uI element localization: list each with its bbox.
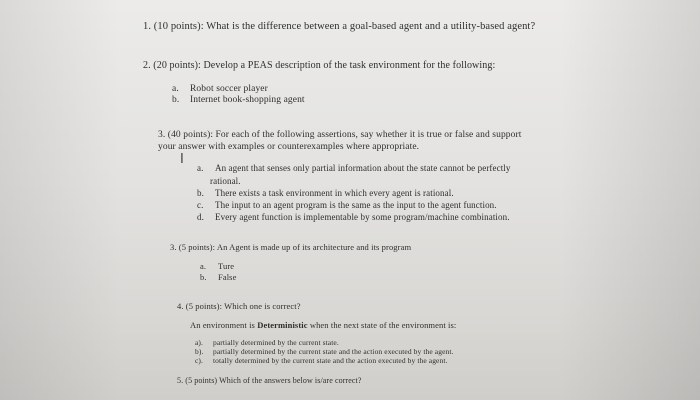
- item-label: b.: [172, 95, 180, 105]
- question-2-item-b: [172, 95, 305, 105]
- question-agent-architecture: 3. (5 points): An Agent is made up of its architecture and its program: [170, 242, 412, 252]
- option-text: Ture: [218, 261, 235, 271]
- question-4-option-a: [195, 338, 339, 347]
- page-shadow-left: [0, 0, 120, 400]
- option-label: b).: [195, 347, 204, 356]
- item-label: a.: [197, 163, 204, 173]
- item-text: The input to an agent program is the same as the input to the agent function.: [215, 200, 497, 210]
- question-4: 4. (5 points): Which one is correct?: [177, 301, 301, 311]
- question-2: 2. (20 points): Develop a PEAS description of the task environment for the following:: [143, 60, 496, 71]
- question-3-item-a-continued: rational.: [210, 176, 241, 186]
- question-3-line-1: 3. (40 points): For each of the following assertions, say whether it is true or false and support: [158, 130, 522, 140]
- item-text: Internet book-shopping agent: [190, 95, 305, 105]
- question-3-item-b: [197, 188, 454, 198]
- statement-keyword: Deterministic: [257, 320, 308, 330]
- item-text: Robot soccer player: [190, 84, 268, 94]
- statement-start: An environment is: [190, 320, 258, 330]
- question-2-item-a: [172, 84, 268, 94]
- option-label: b.: [200, 272, 207, 282]
- question-4-statement: [190, 320, 456, 330]
- question-4-option-c: [195, 356, 448, 365]
- question-3-line-2: your answer with examples or counterexamples where appropriate.: [158, 142, 420, 152]
- question-1: 1. (10 points): What is the difference between a goal-based agent and a utility-based agent?: [143, 21, 536, 32]
- option-label: c).: [195, 356, 204, 365]
- question-3-item-c: [197, 200, 497, 210]
- item-label: c.: [197, 200, 204, 210]
- page-shadow-right: [560, 0, 700, 400]
- item-text: Every agent function is implementable by some program/machine combination.: [215, 212, 510, 222]
- item-text: There exists a task environment in which every agent is rational.: [215, 188, 454, 198]
- question-5: 5. (5 points) Which of the answers below is/are correct?: [177, 376, 362, 385]
- option-b: [200, 272, 236, 282]
- option-label: a.: [200, 261, 207, 271]
- option-a: [200, 261, 234, 271]
- item-label: b.: [197, 188, 204, 198]
- item-label: a.: [172, 84, 179, 94]
- option-text: totally determined by the current state and the action executed by the agent.: [213, 356, 448, 365]
- item-label: d.: [197, 212, 204, 222]
- option-text: False: [218, 272, 237, 282]
- option-text: partially determined by the current state and the action executed by the agent.: [213, 347, 454, 356]
- option-label: a).: [195, 338, 204, 347]
- option-text: partially determined by the current state.: [213, 338, 339, 347]
- question-3-item-d: [197, 212, 510, 222]
- text-cursor-icon: I: [180, 152, 184, 167]
- question-3-item-a: [197, 163, 511, 173]
- item-text: An agent that senses only partial information about the state cannot be perfectly: [215, 163, 511, 173]
- statement-end: when the next state of the environment is:: [307, 320, 457, 330]
- question-4-option-b: [195, 347, 454, 356]
